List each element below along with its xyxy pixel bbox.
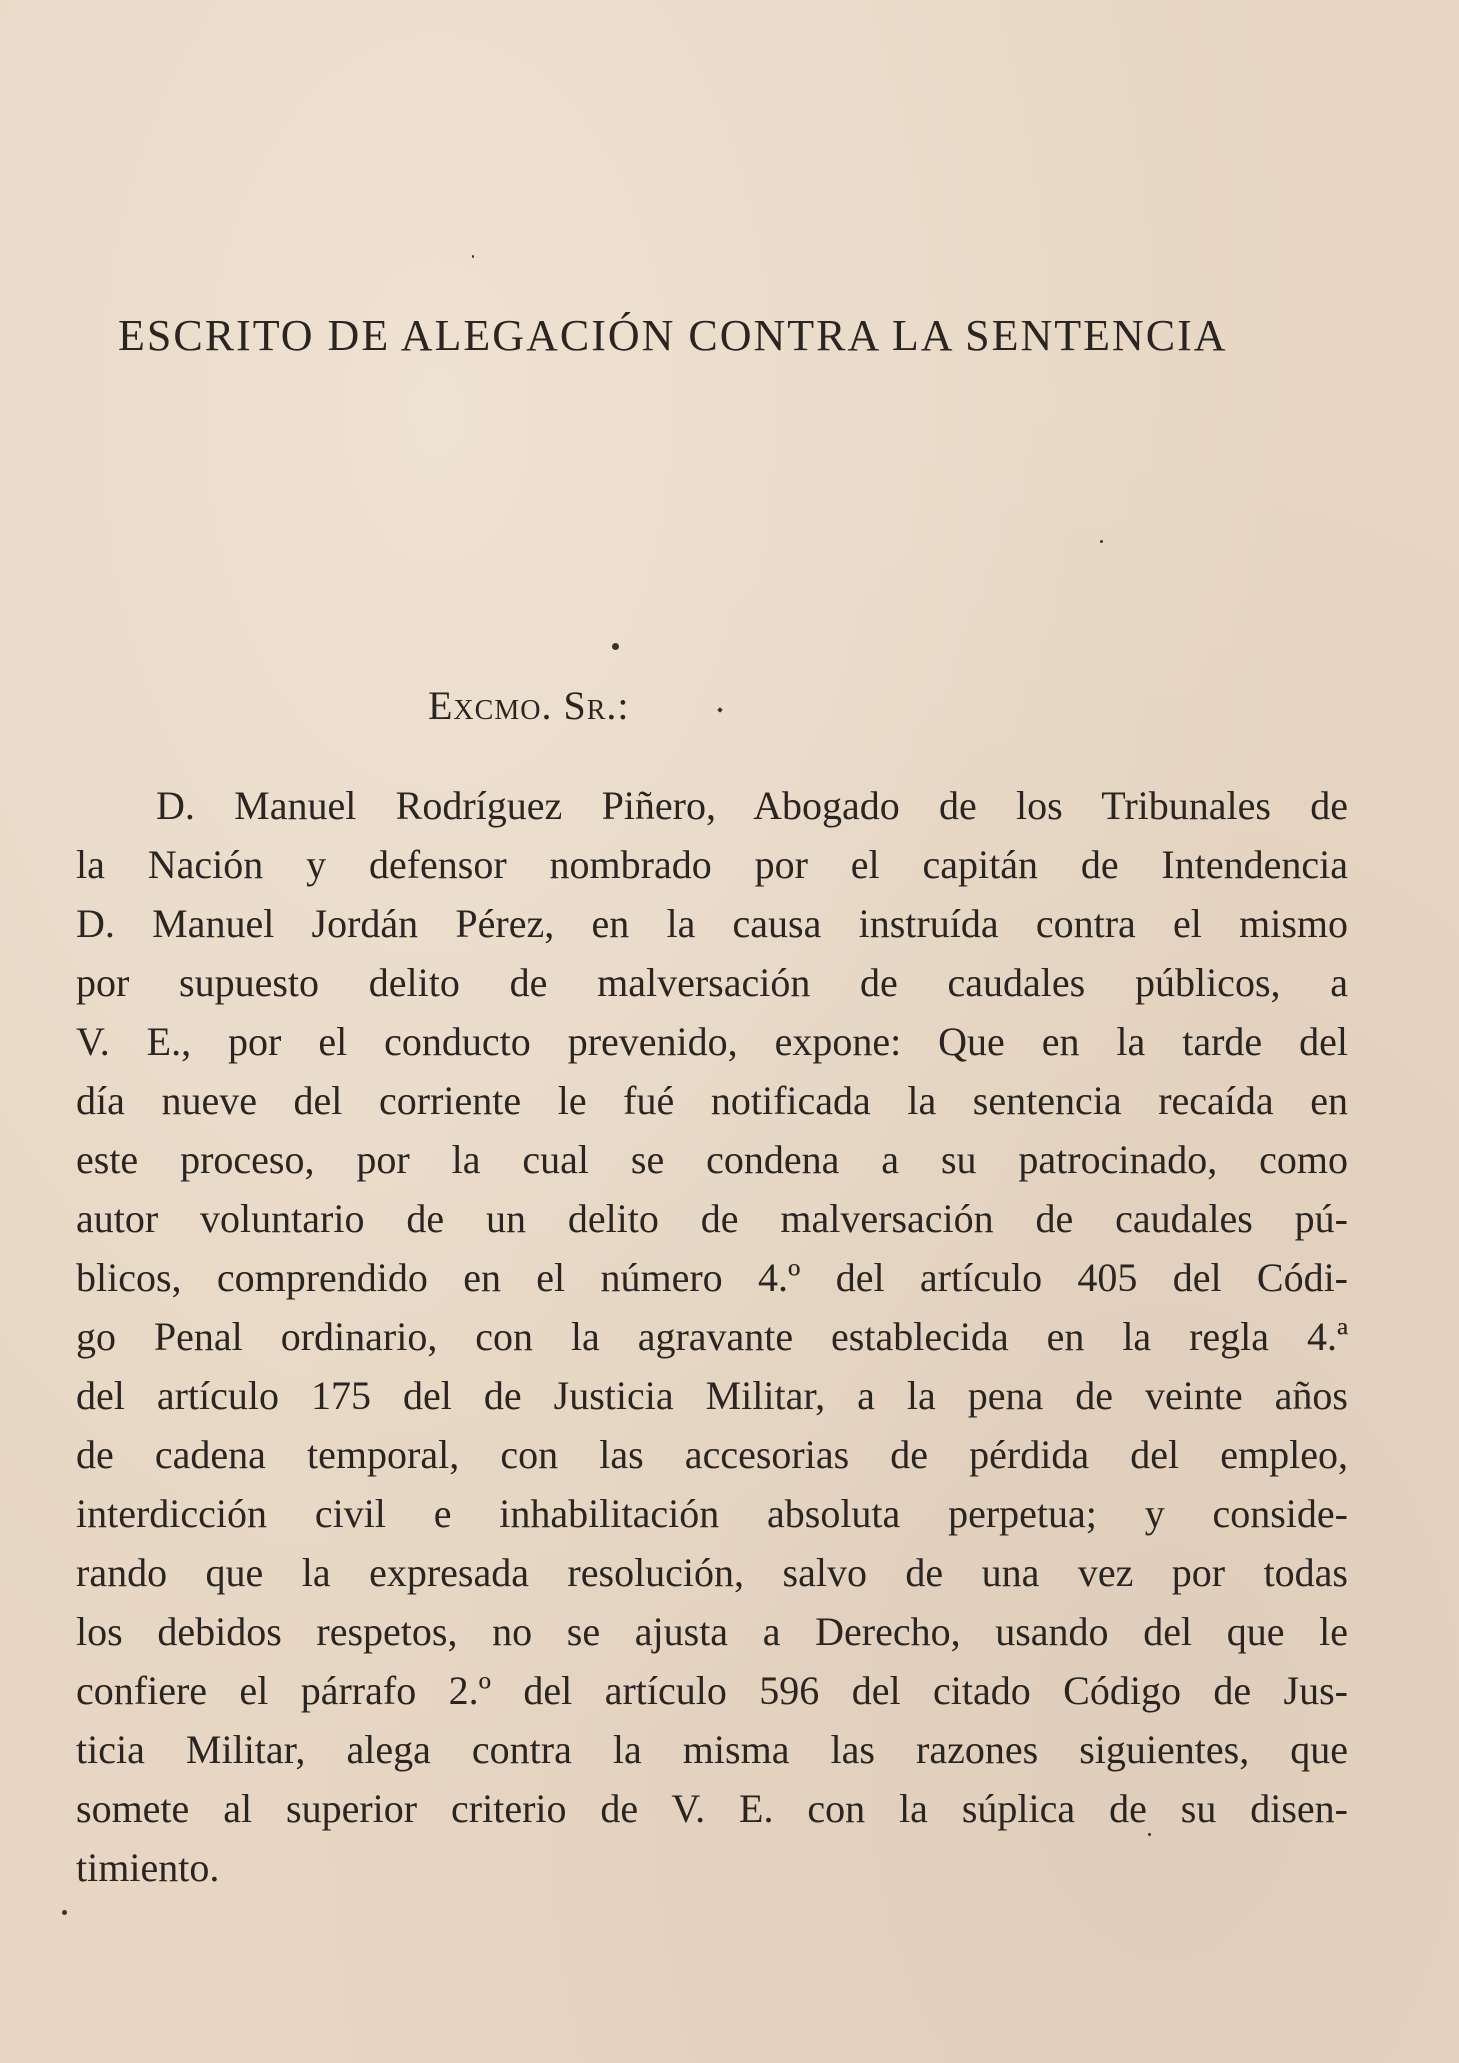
body-line: día nueve del corriente le fué notificada la sentencia recaída en: [76, 1078, 1348, 1123]
body-line: autor voluntario de un delito de malversación de caudales pú-: [76, 1196, 1348, 1241]
paper-speck: [1100, 540, 1103, 543]
document-title: ESCRITO DE ALEGACIÓN CONTRA LA SENTENCIA: [118, 311, 1228, 360]
body-line: D. Manuel Jordán Pérez, en la causa instruída contra el mismo: [76, 901, 1348, 946]
paper-speck: [717, 707, 723, 713]
paper-speck: [1148, 1833, 1151, 1836]
body-line: timiento.: [76, 1845, 220, 1890]
body-line: somete al superior criterio de V. E. con la súplica de su disen-: [76, 1786, 1348, 1831]
body-line: go Penal ordinario, con la agravante establecida en la regla 4.ª: [76, 1314, 1348, 1359]
paper-speck: [472, 255, 474, 258]
paper-speck: [62, 1910, 67, 1915]
body-line: de cadena temporal, con las accesorias de pérdida del empleo,: [76, 1432, 1348, 1477]
body-line: blicos, comprendido en el número 4.º del artículo 405 del Códi-: [76, 1255, 1348, 1300]
paper-speck: [612, 643, 619, 650]
body-line: confiere el párrafo 2.º del artículo 596 del citado Código de Jus-: [76, 1668, 1348, 1713]
body-line: la Nación y defensor nombrado por el capitán de Intendencia: [76, 842, 1348, 887]
body-line: V. E., por el conducto prevenido, expone: Que en la tarde del: [76, 1019, 1348, 1064]
body-line: rando que la expresada resolución, salvo de una vez por todas: [76, 1550, 1348, 1595]
body-paragraph: [76, 776, 1348, 1897]
body-line: los debidos respetos, no se ajusta a Derecho, usando del que le: [76, 1609, 1348, 1654]
body-line: interdicción civil e inhabilitación absoluta perpetua; y conside-: [76, 1491, 1348, 1536]
body-line: este proceso, por la cual se condena a su patrocinado, como: [76, 1137, 1348, 1182]
body-line: ticia Militar, alega contra la misma las razones siguientes, que: [76, 1727, 1348, 1772]
body-line: D. Manuel Rodríguez Piñero, Abogado de los Tribunales de: [156, 783, 1348, 828]
body-line: por supuesto delito de malversación de caudales públicos, a: [76, 960, 1348, 1005]
body-line: del artículo 175 del de Justicia Militar, a la pena de veinte años: [76, 1373, 1348, 1418]
salutation: Excmo. Sr.:: [428, 683, 630, 728]
